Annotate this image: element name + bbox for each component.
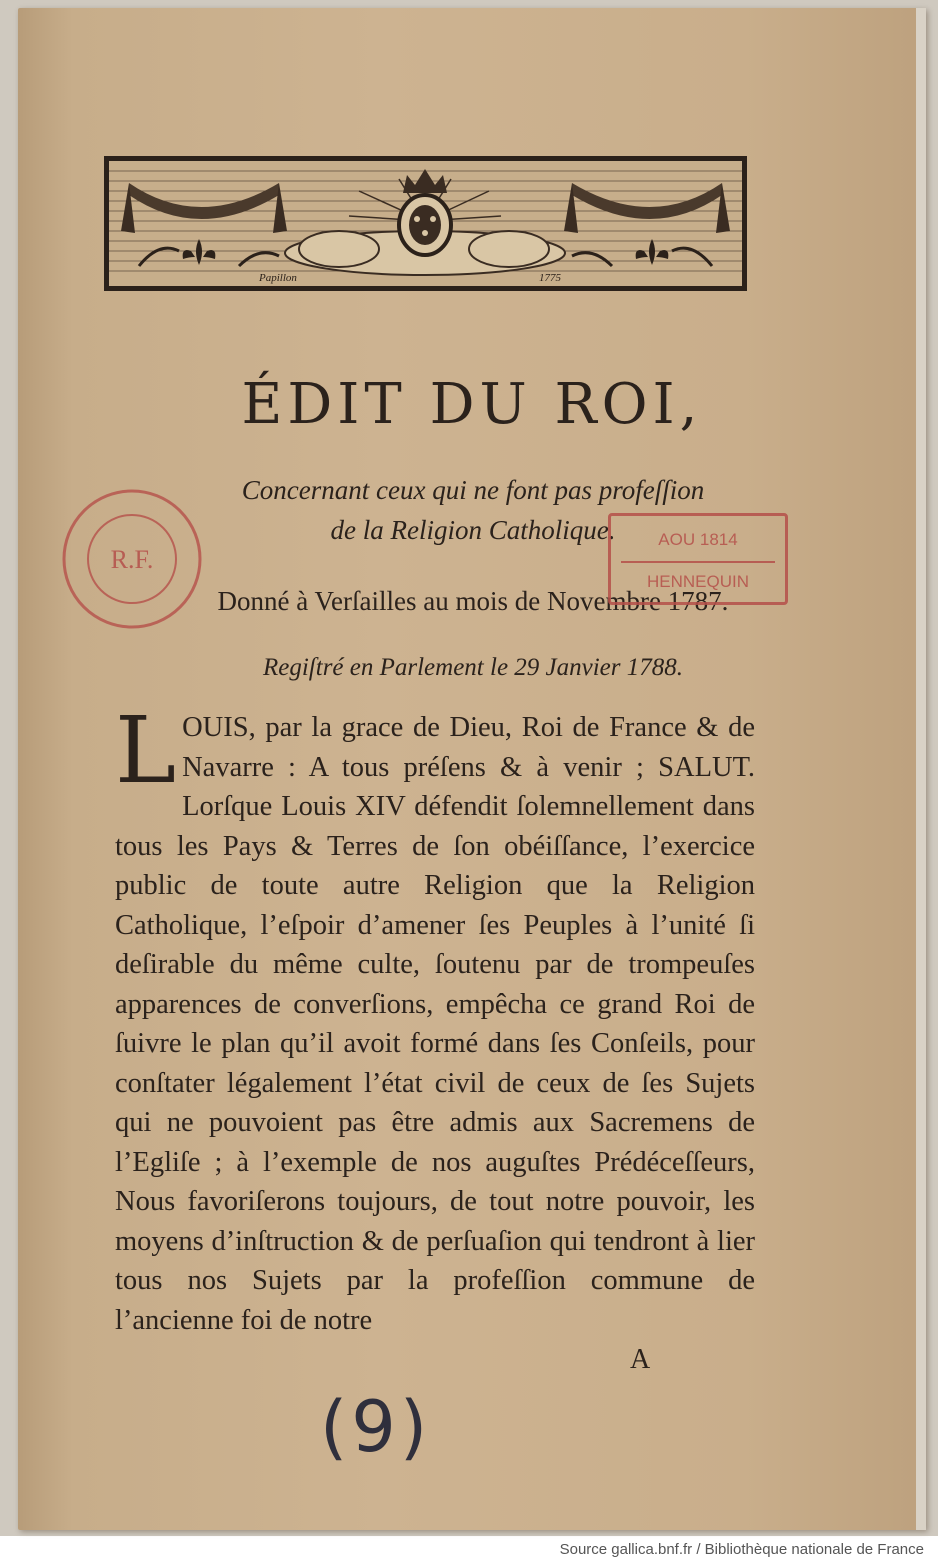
- stamp-left-text: R.F.: [110, 545, 154, 574]
- handwritten-number: (9): [320, 1386, 432, 1468]
- drop-cap: L: [115, 697, 177, 804]
- page-title: ÉDIT DU ROI,: [241, 372, 703, 437]
- stamp-right-line-2: HENNEQUIN: [646, 572, 749, 591]
- banner-signature: Papillon: [259, 272, 297, 284]
- library-stamp-left: [52, 484, 212, 634]
- banner-year: 1775: [539, 272, 561, 284]
- royal-arms-engraving: [109, 161, 742, 286]
- page-edge: [916, 8, 926, 1530]
- stamp-right-rule: [621, 561, 775, 563]
- edict-body-text: OUIS, par la grace de Dieu, Roi de France & de Navarre : A tous préſens & à venir ; SALUT. Lorſque Louis XIV défendit ſolemnellement dans tous les Pays & Terres de ſon obéiſſance, l’exercice public de toute autre Religion que la Religion Catholique, l’eſpoir d’amener ſes Peuples à l’unité ſi deſirable du même culte, ſoutenu par de trompeuſes apparences de converſions, empêcha ce grand Roi de ſuivre le plan qu’il avoit formé dans ſes Conſeils, pour conſtater légalement l’état civil de ceux de ſes Sujets qui ne pouvoient pas être admis aux Sacremens de l’Egliſe ; à l’exemple de nos auguſtes Prédéceſſeurs, Nous favoriſerons toujours, de tout notre pouvoir, les moyens d’inſtruction & de perſuaſion qui tendront à lier tous nos Sujets par la profeſſion commune de l’ancienne foi de notre: [115, 712, 755, 1336]
- decorative-banner: [104, 156, 747, 291]
- source-credit: Source gallica.bnf.fr / Bibliothèque nationale de France: [559, 1541, 924, 1558]
- given-at-versailles: Donné à Verſailles au mois de Novembre 1787.: [217, 586, 729, 616]
- signature-mark: A: [630, 1344, 651, 1375]
- document-page: [18, 8, 926, 1530]
- edict-body: [115, 697, 755, 1340]
- registered-in-parliament: Regiſtré en Parlement le 29 Janvier 1788.: [262, 654, 684, 681]
- library-stamp-right: [608, 513, 788, 605]
- subtitle-line-1: Concernant ceux qui ne font pas profeſſion: [241, 475, 705, 505]
- subtitle-line-2: de la Religion Catholique.: [330, 515, 616, 545]
- stamp-right-line-1: AOU 1814: [658, 530, 738, 549]
